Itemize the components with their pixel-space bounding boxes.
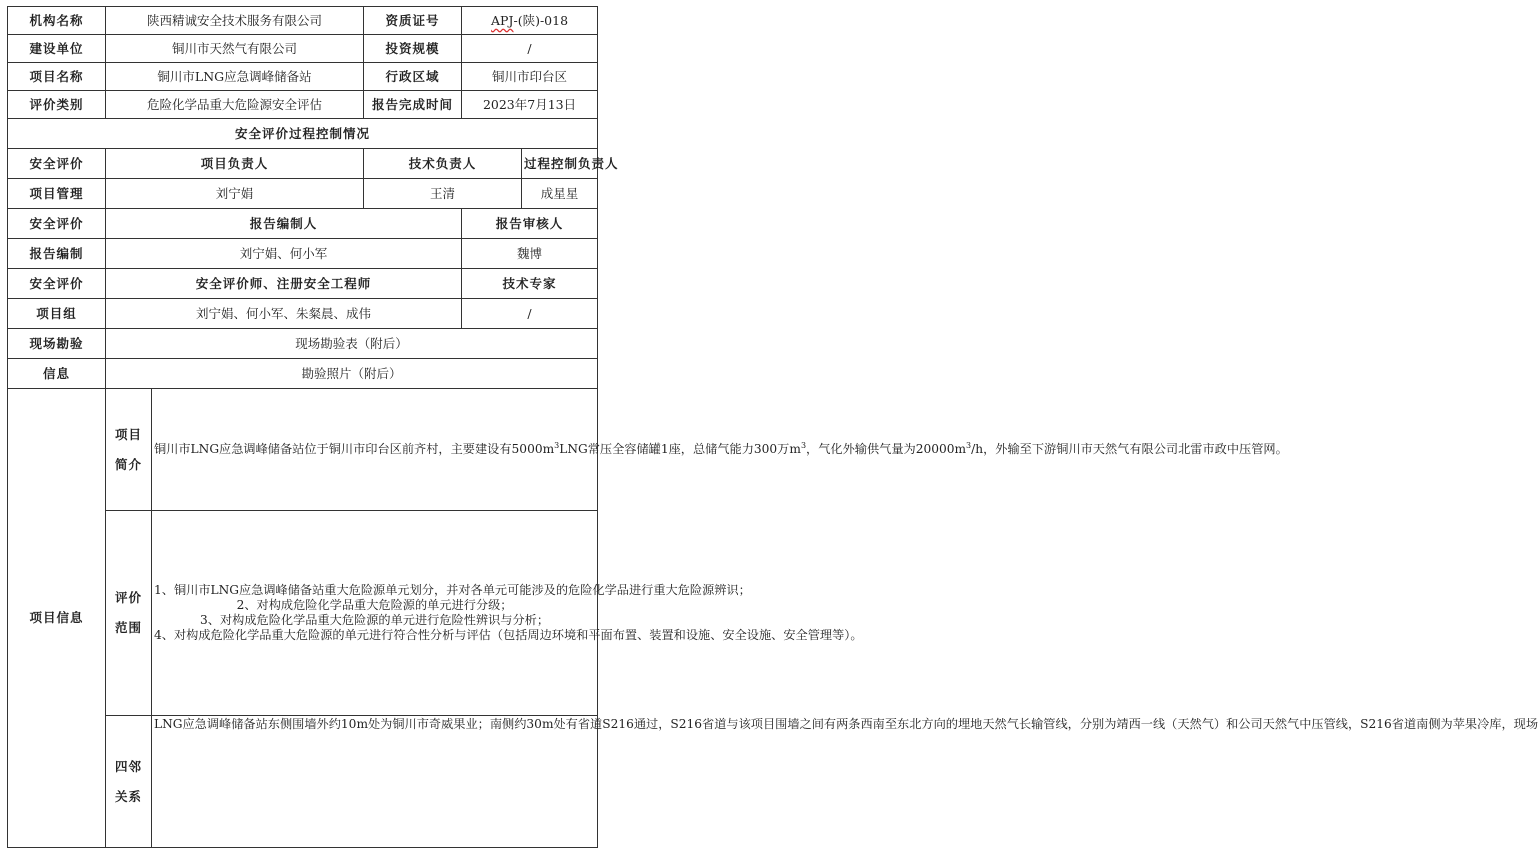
row-site-1 <box>8 329 598 359</box>
neighbor-label-1: 四邻 <box>114 758 142 774</box>
site-survey-photos: 勘验照片（附后） <box>106 359 598 389</box>
compile-writer: 刘宁娟、何小军 <box>106 239 462 269</box>
project-info-label: 项目信息 <box>8 389 106 848</box>
intro-label-2: 简介 <box>114 456 142 472</box>
mgmt-head-project-leader: 项目负责人 <box>106 149 364 179</box>
mgmt-head-process-leader: 过程控制负责人 <box>522 149 598 179</box>
intro-label-1: 项目 <box>114 426 142 442</box>
intro-text-3: ，气化外输供气量为20000m <box>806 441 967 456</box>
compile-label-2: 报告编制 <box>8 239 106 269</box>
intro-text-4: /h，外输至下游铜川市天然气有限公司北雷市政中压管网。 <box>971 441 1288 456</box>
mgmt-label-2: 项目管理 <box>8 179 106 209</box>
compile-head-reviewer: 报告审核人 <box>462 209 598 239</box>
scope-text <box>152 511 863 716</box>
builder-label: 建设单位 <box>8 35 106 63</box>
eval-type-label: 评价类别 <box>8 91 106 119</box>
row-compile-head <box>8 209 598 239</box>
row-project <box>8 63 598 91</box>
scope-label-1: 评价 <box>114 590 142 605</box>
project-label: 项目名称 <box>8 63 106 91</box>
team-head-evaluators: 安全评价师、注册安全工程师 <box>106 269 462 299</box>
scope-item-4: 4、对构成危险化学品重大危险源的单元进行符合性分析与评估（包括周边环境和平面布置、装置和设施、安全设施、安全管理等）。 <box>154 628 863 643</box>
neighbor-label-2: 关系 <box>114 788 142 804</box>
intro-sup-1: 3 <box>554 440 560 450</box>
eval-type-value: 危险化学品重大危险源安全评估 <box>106 91 364 119</box>
intro-text <box>152 389 1288 511</box>
team-evaluators: 刘宁娟、何小军、朱粲晨、成伟 <box>106 299 462 329</box>
compile-reviewer: 魏博 <box>462 239 598 269</box>
team-label-1: 安全评价 <box>8 269 106 299</box>
row-org <box>8 7 598 35</box>
row-mgmt-head <box>8 149 598 179</box>
team-expert: / <box>462 299 598 329</box>
report-date-label: 报告完成时间 <box>364 91 462 119</box>
scope-item-2: 2、对构成危险化学品重大危险源的单元进行分级； <box>236 597 513 612</box>
builder-value: 铜川市天然气有限公司 <box>106 35 364 63</box>
invest-value: / <box>462 35 598 63</box>
row-team-head <box>8 269 598 299</box>
scope-label-2: 范围 <box>114 620 142 635</box>
row-builder <box>8 35 598 63</box>
intro-sup-3: 3 <box>966 440 972 450</box>
org-label: 机构名称 <box>8 7 106 35</box>
region-label: 行政区域 <box>364 63 462 91</box>
site-label-1: 现场勘验 <box>8 329 106 359</box>
compile-head-writer: 报告编制人 <box>106 209 462 239</box>
mgmt-project-leader: 刘宁娟 <box>106 179 364 209</box>
cert-label: 资质证号 <box>364 7 462 35</box>
team-label-2: 项目组 <box>8 299 106 329</box>
scope-label <box>106 511 152 716</box>
cert-value <box>462 7 598 35</box>
section-title: 安全评价过程控制情况 <box>8 119 598 149</box>
cert-value-prefix: APJ <box>491 12 514 28</box>
project-value: 铜川市LNG应急调峰储备站 <box>106 63 364 91</box>
row-mgmt-values <box>8 179 598 209</box>
mgmt-head-tech-leader: 技术负责人 <box>364 149 522 179</box>
mgmt-process-leader: 成星星 <box>522 179 598 209</box>
org-value: 陕西精诚安全技术服务有限公司 <box>106 7 364 35</box>
mgmt-tech-leader: 王清 <box>364 179 522 209</box>
intro-text-2: LNG常压全容储罐1座，总储气能力300万m <box>559 441 801 456</box>
intro-label <box>106 389 152 511</box>
evaluation-form-table <box>7 6 1538 848</box>
team-head-expert: 技术专家 <box>462 269 598 299</box>
row-intro <box>8 389 598 511</box>
row-compile-values <box>8 239 598 269</box>
cert-value-rest: -(陕)-018 <box>513 12 569 28</box>
report-date-value: 2023年7月13日 <box>462 91 598 119</box>
neighbor-text: LNG应急调峰储备站东侧围墙外约10m处为铜川市奇威果业；南侧约30m处有省道S216通过，S216省道与该项目围墙之间有两条西南至东北方向的埋地天然气长输管线，分别为靖西一线（天然气）和公司天然气中压管线，S216省道南侧为苹果冷库，现场 <box>152 716 598 848</box>
row-site-2 <box>8 359 598 389</box>
site-survey-table: 现场勘验表（附后） <box>106 329 598 359</box>
row-section-title <box>8 119 598 149</box>
intro-sup-2: 3 <box>800 440 807 450</box>
scope-item-3: 3、对构成危险化学品重大危险源的单元进行危险性辨识与分析； <box>200 613 550 627</box>
site-label-2: 信息 <box>8 359 106 389</box>
neighbor-label <box>106 716 152 848</box>
invest-label: 投资规模 <box>364 35 462 63</box>
row-team-values <box>8 299 598 329</box>
compile-label-1: 安全评价 <box>8 209 106 239</box>
intro-text-1: 铜川市LNG应急调峰储备站位于铜川市印台区前齐村，主要建设有5000m <box>154 441 555 456</box>
region-value: 铜川市印台区 <box>462 63 598 91</box>
mgmt-label-1: 安全评价 <box>8 149 106 179</box>
row-eval-type <box>8 91 598 119</box>
scope-item-1: 1、铜川市LNG应急调峰储备站重大危险源单元划分，并对各单元可能涉及的危险化学品进行重大危险源辨识； <box>154 582 751 597</box>
